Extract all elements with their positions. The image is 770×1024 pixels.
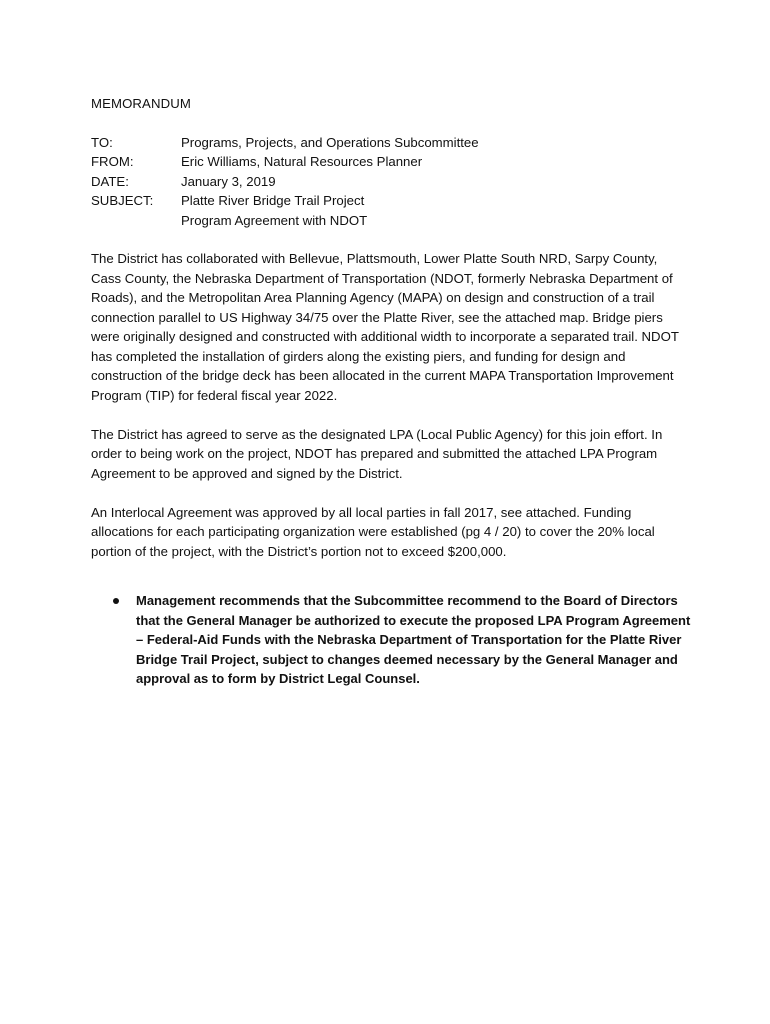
header-row-from xyxy=(91,152,691,172)
header-value: Platte River Bridge Trail Project xyxy=(181,193,365,208)
memo-title: MEMORANDUM xyxy=(91,96,191,111)
header-row-subject-cont xyxy=(91,211,691,231)
header-value: Eric Williams, Natural Resources Planner xyxy=(181,154,423,169)
body-paragraph-lpa: The District has agreed to serve as the designated LPA (Local Public Agency) for this join effort. In order to being work on the project, NDOT has prepared and submitted the attached LPA Program Agreement to be approved and signed by the District. xyxy=(91,426,663,481)
header-row-date xyxy=(91,172,691,192)
header-value: January 3, 2019 xyxy=(181,173,276,189)
header-label xyxy=(91,211,181,231)
bullet-icon xyxy=(113,598,119,604)
header-label: DATE: xyxy=(91,173,129,189)
recommendation-text: Management recommends that the Subcommittee recommend to the Board of Directors that the General Manager be authorized to execute the proposed LPA Program Agreement – Federal-Aid Funds with the Nebraska Department of Transportation for the Platte River Bridge Trail Project, subject to changes deemed necessary by the General Manager and approval as to form by District Legal Counsel. xyxy=(136,593,691,686)
recommendation-item xyxy=(91,591,691,689)
header-row-to xyxy=(91,133,691,153)
memo-page xyxy=(91,94,691,689)
header-label: SUBJECT: xyxy=(91,193,154,208)
memo-header xyxy=(91,133,691,231)
header-label: TO: xyxy=(91,134,113,150)
header-value: Programs, Projects, and Operations Subcommittee xyxy=(181,134,479,150)
header-row-subject xyxy=(91,191,691,211)
body-paragraph-interlocal: An Interlocal Agreement was approved by all local parties in fall 2017, see attached. Funding allocations for each participating organization were established (pg 4 / 20) to cover the 20% local portion of the project, with the District’s portion not to exceed $200,000. xyxy=(91,504,655,559)
recommendation-list xyxy=(91,591,691,689)
header-label: FROM: xyxy=(91,154,134,169)
body-paragraph-collaboration: The District has collaborated with Bellevue, Plattsmouth, Lower Platte South NRD, Sarpy County, Cass County, the Nebraska Department of Transportation (NDOT, formerly Nebraska Department of Roads), and the Metropolitan Area Planning Agency (MAPA) on design and construction of a trail connection parallel to US Highway 34/75 over the Platte River, see the attached map. Bridge piers were originally designed and constructed with additional width to incorporate a separated trail. NDOT has completed the installation of girders along the existing piers, and funding for design and construction of the bridge deck has been allocated in the current MAPA Transportation Improvement Program (TIP) for federal fiscal year 2022. xyxy=(91,251,679,403)
header-value: Program Agreement with NDOT xyxy=(181,212,368,228)
